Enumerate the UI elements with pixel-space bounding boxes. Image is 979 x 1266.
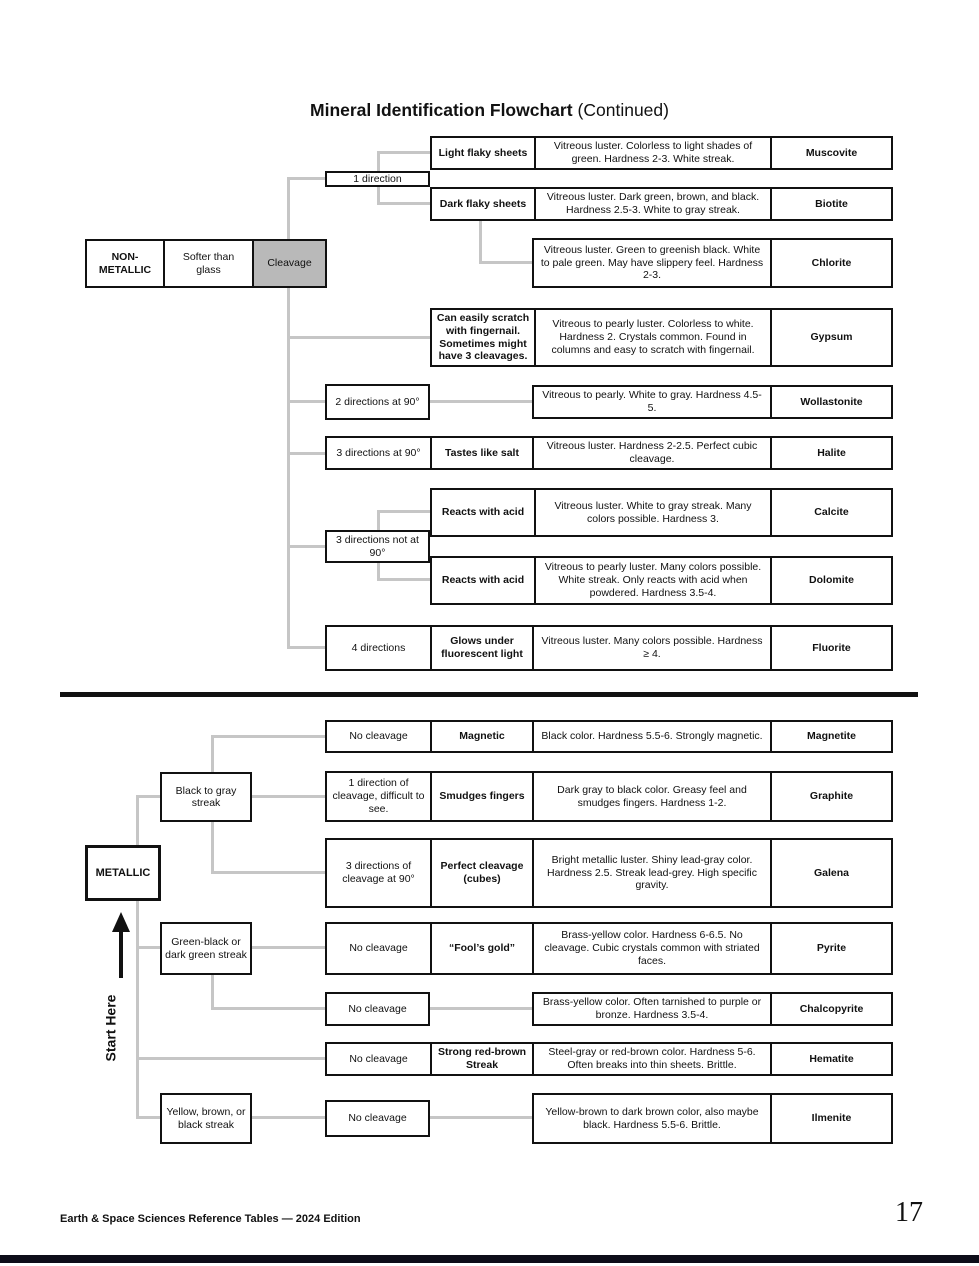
footer-text: Earth & Space Sciences Reference Tables — 2024 Edition <box>60 1213 361 1225</box>
graphite-cleavage: 1 direction of cleavage, difficult to see. <box>332 777 425 815</box>
magnetite-test: Magnetic <box>430 722 532 751</box>
fluorite-description: Vitreous luster. Many colors possible. Hardness ≥ 4. <box>532 627 770 669</box>
section-divider <box>60 692 918 697</box>
pyrite-test: “Fool’s gold” <box>430 924 532 973</box>
connector-to-dolomite <box>377 578 430 581</box>
nonmetallic-luster-test: Softer than glass <box>163 241 252 286</box>
galena-cleavage: 3 directions of cleavage at 90° <box>342 860 415 885</box>
connector-branch-3not90 <box>287 545 325 548</box>
calcite-test: Reacts with acid <box>441 506 525 519</box>
flow-row-gypsum <box>430 308 893 367</box>
flow-row-wollastonite <box>532 385 893 419</box>
connector-to-wollastonite <box>430 400 532 403</box>
biotite-name: Biotite <box>770 189 891 219</box>
hematite-cleavage: No cleavage <box>349 1052 408 1065</box>
flow-row-pyrite <box>325 922 893 975</box>
wollastonite-name: Wollastonite <box>770 387 891 417</box>
halite-description: Vitreous luster. Hardness 2-2.5. Perfect cubic cleavage. <box>532 438 770 468</box>
magnetite-name: Magnetite <box>770 722 891 751</box>
start-here-arrowhead-icon <box>112 912 130 932</box>
branch-box-2directions: 2 directions at 90° <box>325 384 430 420</box>
streak-box-yellow-brown-black: Yellow, brown, or black streak <box>160 1093 252 1144</box>
streak-box-black-gray: Black to gray streak <box>160 772 252 822</box>
fluorite-branch: 4 directions <box>351 641 406 654</box>
muscovite-test: Light flaky sheets <box>438 146 528 159</box>
connector-to-ilmenite-cond <box>252 1116 325 1119</box>
ilmenite-name: Ilmenite <box>770 1095 891 1142</box>
connector-branch-fluorite <box>287 646 325 649</box>
connector-branch-1direction <box>287 177 325 180</box>
hematite-name: Hematite <box>770 1044 891 1074</box>
connector-to-graphite <box>252 795 325 798</box>
streak-box-green-black: Green-black or dark green streak <box>160 922 252 975</box>
ilmenite-description: Yellow-brown to dark brown color, also maybe black. Hardness 5.5-6. Brittle. <box>545 1105 759 1131</box>
flow-row-halite <box>325 436 893 470</box>
chalcopyrite-cleavage-box: No cleavage <box>325 992 430 1026</box>
galena-name: Galena <box>770 840 891 906</box>
halite-test: Tastes like salt <box>430 438 532 468</box>
flow-row-fluorite <box>325 625 893 671</box>
graphite-description: Dark gray to black color. Greasy feel and smudges fingers. Hardness 1-2. <box>532 773 770 820</box>
connector-chalcopyrite-cond-to-desc <box>430 1007 532 1010</box>
pyrite-name: Pyrite <box>770 924 891 973</box>
gypsum-name: Gypsum <box>770 310 891 365</box>
ilmenite-cleavage-box: No cleavage <box>325 1100 430 1137</box>
connector-branch-greenblack <box>136 946 160 949</box>
connector-branch-gypsum <box>287 336 430 339</box>
flow-row-ilmenite <box>532 1093 893 1144</box>
start-here-text: Start Here <box>102 994 119 1062</box>
page-title <box>0 100 979 121</box>
biotite-test: Dark flaky sheets <box>439 197 527 210</box>
galena-test: Perfect cleavage (cubes) <box>430 840 532 906</box>
magnetite-description: Black color. Hardness 5.5-6. Strongly magnetic. <box>532 722 770 751</box>
metallic-category-box: METALLIC <box>85 845 161 901</box>
flow-row-muscovite <box>430 136 893 170</box>
connector-branch-yellowbrown <box>136 1116 160 1119</box>
connector-metallic-trunk <box>136 795 139 1119</box>
connector-branch-2directions <box>287 400 325 403</box>
connector-to-pyrite <box>252 946 325 949</box>
connector-to-chalcopyrite-cond <box>211 1007 325 1010</box>
gypsum-test: Can easily scratch with fingernail. Sometimes might have 3 cleavages. <box>436 311 530 363</box>
hematite-description: Steel-gray or red-brown color. Hardness 5-6. Often breaks into thin sheets. Brittle. <box>532 1044 770 1074</box>
connector-branch-blackgray <box>136 795 160 798</box>
dolomite-name: Dolomite <box>770 558 891 603</box>
magnetite-cleavage: No cleavage <box>349 730 408 743</box>
dolomite-description: Vitreous to pearly luster. Many colors possible. White streak. Only reacts with acid when powdered. Hardness 3.5-4. <box>534 558 770 603</box>
fluorite-test: Glows under fluorescent light <box>430 627 532 669</box>
connector-to-galena <box>211 871 325 874</box>
galena-description: Bright metallic luster. Shiny lead-gray color. Hardness 2.5. Streak lead-grey. High specific gravity. <box>532 840 770 906</box>
flow-row-graphite <box>325 771 893 822</box>
calcite-description: Vitreous luster. White to gray streak. Many colors possible. Hardness 3. <box>534 490 770 535</box>
connector-ilmenite-cond-to-desc <box>430 1116 532 1119</box>
connector-chlorite-drop <box>479 221 482 264</box>
flow-row-biotite <box>430 187 893 221</box>
nonmetallic-start-group <box>85 239 327 288</box>
page-title-suffix: (Continued) <box>577 100 669 120</box>
nonmetallic-property-cleavage: Cleavage <box>252 241 325 286</box>
branch-box-1direction: 1 direction <box>325 171 430 187</box>
connector-to-muscovite <box>377 151 430 154</box>
nonmetallic-category: NON-METALLIC <box>98 250 152 276</box>
dolomite-test: Reacts with acid <box>441 574 525 587</box>
page-number: 17 <box>895 1197 923 1228</box>
flow-row-hematite <box>325 1042 893 1076</box>
connector-to-calcite <box>377 510 430 513</box>
muscovite-name: Muscovite <box>770 138 891 168</box>
hematite-test: Strong red-brown Streak <box>430 1044 532 1074</box>
connector-to-chlorite <box>479 261 532 264</box>
gypsum-description: Vitreous to pearly luster. Colorless to white. Hardness 2. Crystals common. Found in columns and easy to scratch with fingernail. <box>534 310 770 365</box>
halite-name: Halite <box>770 438 891 468</box>
halite-branch: 3 directions at 90° <box>336 446 421 459</box>
start-here-arrow-shaft <box>119 930 123 978</box>
flow-row-calcite <box>430 488 893 537</box>
flow-row-dolomite <box>430 556 893 605</box>
fluorite-name: Fluorite <box>770 627 891 669</box>
calcite-name: Calcite <box>770 490 891 535</box>
start-here-label <box>88 980 132 1076</box>
flow-row-chlorite <box>532 238 893 288</box>
wollastonite-description: Vitreous to pearly. White to gray. Hardness 4.5-5. <box>542 389 762 414</box>
pyrite-cleavage: No cleavage <box>349 942 408 955</box>
flow-row-chalcopyrite <box>532 992 893 1026</box>
chalcopyrite-name: Chalcopyrite <box>770 994 891 1024</box>
graphite-test: Smudges fingers <box>430 773 532 820</box>
chalcopyrite-description: Brass-yellow color. Often tarnished to purple or bronze. Hardness 3.5-4. <box>542 996 762 1021</box>
flow-row-magnetite <box>325 720 893 753</box>
pyrite-description: Brass-yellow color. Hardness 6-6.5. No cleavage. Cubic crystals common with striated faces. <box>532 924 770 973</box>
page-title-main: Mineral Identification Flowchart <box>310 100 573 120</box>
biotite-description: Vitreous luster. Dark green, brown, and black. Hardness 2.5-3. White to gray streak. <box>534 189 770 219</box>
connector-branch-halite <box>287 452 325 455</box>
connector-to-biotite <box>377 202 430 205</box>
connector-to-magnetite <box>211 735 325 738</box>
muscovite-description: Vitreous luster. Colorless to light shades of green. Hardness 2-3. White streak. <box>534 138 770 168</box>
branch-box-3directions-not-90: 3 directions not at 90° <box>325 530 430 563</box>
graphite-name: Graphite <box>770 773 891 820</box>
connector-branch-hematite <box>136 1057 325 1060</box>
flow-row-galena <box>325 838 893 908</box>
chlorite-name: Chlorite <box>770 240 891 286</box>
bottom-bar <box>0 1255 979 1263</box>
chlorite-description: Vitreous luster. Green to greenish black. White to pale green. May have slippery feel. Hardness 2-3. <box>540 243 764 282</box>
